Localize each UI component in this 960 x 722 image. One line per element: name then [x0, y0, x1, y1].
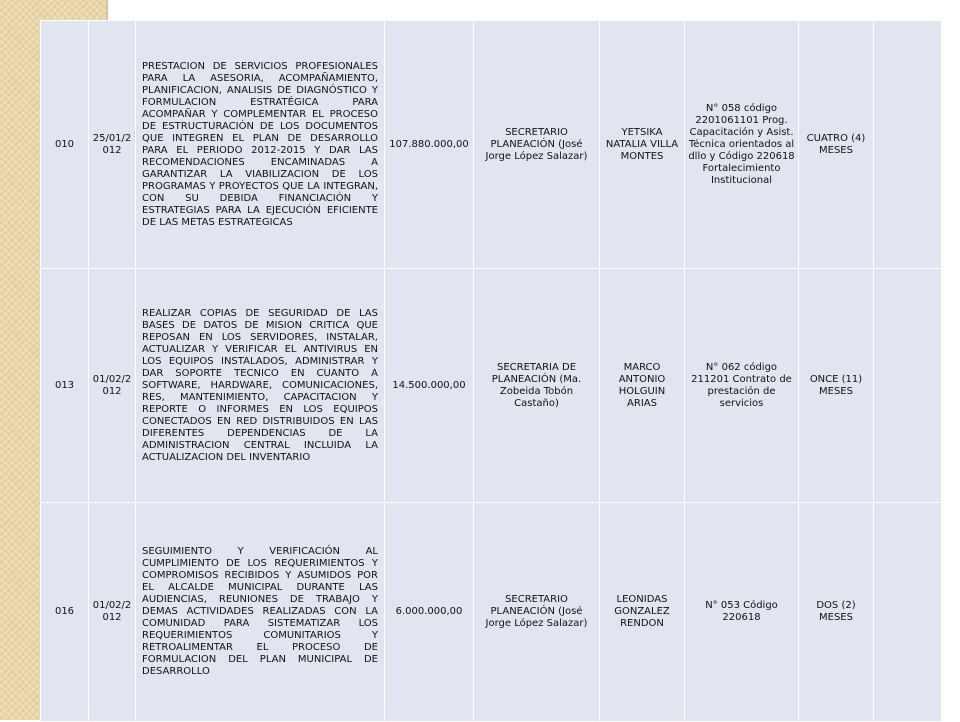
contractor-name: YETSIKA NATALIA VILLA MONTES: [600, 21, 685, 269]
contract-duration: ONCE (11) MESES: [799, 269, 874, 503]
budget-code: N° 058 código 2201061101 Prog. Capacitación y Asist. Técnica orientados al dllo y Código 220618 Fortalecimiento Institucional: [685, 21, 799, 269]
empty-cell: [874, 503, 942, 722]
contracts-table-container: [40, 20, 941, 721]
contract-date: 01/02/2012: [89, 503, 136, 722]
contractor-name: MARCO ANTONIO HOLGUIN ARIAS: [600, 269, 685, 503]
contract-description: REALIZAR COPIAS DE SEGURIDAD DE LAS BASES DE DATOS DE MISION CRITICA QUE REPOSAN EN LOS SERVIDORES, INSTALAR, ACTUALIZAR Y VERIFICAR EL ANTIVIRUS EN LOS EQUIPOS INSTALADOS, ADMINISTRAR Y DAR SOPORTE TECNICO EN CUANTO A SOFTWARE, HARDWARE, COMUNICACIONES, RES, MANTENIMIENTO, CAPACITACION Y REPORTE O INFORMES EN LOS EQUIPOS CONECTADOS EN RED DISTRIBUIDOS EN LAS DIFERENTES DEPENDENCIAS DE LA ADMINISTRACION CENTRAL INCLUIDA LA ACTUALIZACION DEL INVENTARIO: [136, 269, 385, 503]
contract-amount: 14.500.000,00: [385, 269, 474, 503]
contractor-name: LEONIDAS GONZALEZ RENDON: [600, 503, 685, 722]
empty-cell: [874, 269, 942, 503]
contract-date: 01/02/2012: [89, 269, 136, 503]
table-row: [41, 269, 942, 503]
contract-id: 013: [41, 269, 89, 503]
contract-secretary: SECRETARIA DE PLANEACIÓN (Ma. Zobeida Tobón Castaño): [474, 269, 600, 503]
contract-id: 016: [41, 503, 89, 722]
contract-secretary: SECRETARIO PLANEACIÓN (José Jorge López Salazar): [474, 503, 600, 722]
contract-id: 010: [41, 21, 89, 269]
contract-description: PRESTACION DE SERVICIOS PROFESIONALES PARA LA ASESORIA, ACOMPAÑAMIENTO, PLANIFICACION, ANALISIS DE DIAGNÓSTICO Y FORMULACION ESTRATÉGICA PARA ACOMPAÑAR Y COMPLEMENTAR EL PROCESO DE ESTRUCTURACIÓN DE LOS DOCUMENTOS QUE INTEGREN EL PLAN DE DESARROLLO PARA EL PERIODO 2012-2015 Y DAR LAS RECOMENDACIONES ENCAMINADAS A GARANTIZAR LA VIABILIZACION DE LOS PROGRAMAS Y PROYECTOS QUE LA INTEGRAN, CON SU DEBIDA FINANCIACIÓN Y ESTRATEGIAS PARA LA EJECUCIÓN EFICIENTE DE LAS METAS ESTRATEGICAS: [136, 21, 385, 269]
contract-date: 25/01/2012: [89, 21, 136, 269]
budget-code: N° 062 código 211201 Contrato de prestación de servicios: [685, 269, 799, 503]
contract-amount: 107.880.000,00: [385, 21, 474, 269]
contract-secretary: SECRETARIO PLANEACIÓN (José Jorge López Salazar): [474, 21, 600, 269]
table-row: [41, 21, 942, 269]
contracts-table: [40, 20, 942, 722]
table-row: [41, 503, 942, 722]
contract-duration: DOS (2) MESES: [799, 503, 874, 722]
contract-duration: CUATRO (4) MESES: [799, 21, 874, 269]
budget-code: N° 053 Código 220618: [685, 503, 799, 722]
contract-amount: 6.000.000,00: [385, 503, 474, 722]
contract-description: SEGUIMIENTO Y VERIFICACIÓN AL CUMPLIMIENTO DE LOS REQUERIMIENTOS Y COMPROMISOS RECIBIDOS Y ASUMIDOS POR EL ALCALDE MUNICIPAL DURANTE LAS AUDIENCIAS, REUNIONES DE TRABAJO Y DEMAS ACTIVIDADES REALIZADAS CON LA COMUNIDAD PARA SISTEMATIZAR LOS REQUERIMIENTOS COMUNITARIOS Y RETROALIMENTAR EL PROCESO DE FORMULACION DEL PLAN MUNICIPAL DE DESARROLLO: [136, 503, 385, 722]
empty-cell: [874, 21, 942, 269]
